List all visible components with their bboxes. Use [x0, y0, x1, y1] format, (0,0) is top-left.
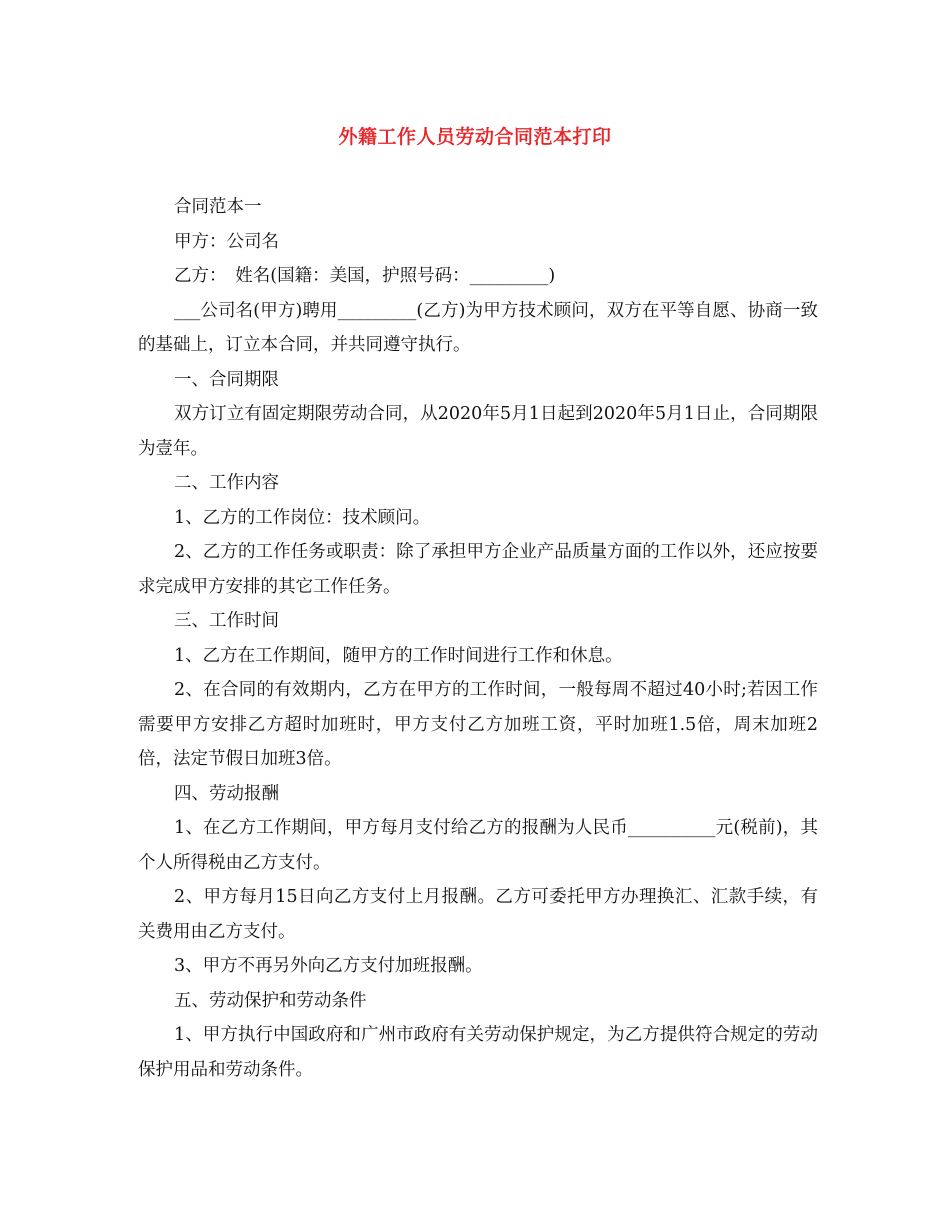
paragraph-work-rest: 1、乙方在工作期间，随甲方的工作时间进行工作和休息。	[174, 645, 623, 666]
section-heading-term: 一、合同期限	[174, 369, 279, 390]
paragraph-party-a: 甲方：公司名	[174, 231, 279, 252]
document-title: 外籍工作人员劳动合同范本打印	[338, 126, 612, 148]
section-heading-work-content: 二、工作内容	[174, 473, 279, 493]
paragraph-salary: 1、在乙方工作期间，甲方每月支付给乙方的报酬为人民币__________元(税前)，其个人所得税由乙方支付。	[138, 818, 818, 873]
section-heading-work-time: 三、工作时间	[174, 611, 279, 631]
paragraph-contract-sample: 合同范本一	[174, 197, 262, 217]
paragraph-labor-protection: 1、甲方执行中国政府和广州市政府有关劳动保护规定，为乙方提供符合规定的劳动保护用品和劳动条件。	[138, 1025, 818, 1080]
section-heading-remuneration: 四、劳动报酬	[174, 783, 279, 804]
section-heading-labor-protection: 五、劳动保护和劳动条件	[174, 990, 367, 1011]
paragraph-employment: ___公司名(甲方)聘用_________(乙方)为甲方技术顾问，双方在平等自愿、协商一致的基础上，订立本合同，并共同遵守执行。	[138, 300, 818, 355]
paragraph-party-b: 乙方： 姓名(国籍：美国，护照号码：_________)	[174, 266, 556, 286]
paragraph-term: 双方订立有固定期限劳动合同，从2020年5月1日起到2020年5月1日止，合同期限为壹年。	[138, 404, 818, 459]
paragraph-job-position: 1、乙方的工作岗位：技术顾问。	[174, 507, 431, 528]
document-body	[138, 190, 818, 1087]
paragraph-overtime: 2、在合同的有效期内，乙方在甲方的工作时间，一般每周不超过40小时;若因工作需要甲方安排乙方超时加班时，甲方支付乙方加班工资，平时加班1.5倍，周末加班2倍，法定节假日加班3倍。	[138, 680, 818, 769]
paragraph-payment-date: 2、甲方每月15日向乙方支付上月报酬。乙方可委托甲方办理换汇、汇款手续，有关费用由乙方支付。	[138, 887, 818, 942]
paragraph-job-duties: 2、乙方的工作任务或职责：除了承担甲方企业产品质量方面的工作以外，还应按要求完成甲方安排的其它工作任务。	[138, 542, 818, 597]
paragraph-no-overtime-pay: 3、甲方不再另外向乙方支付加班报酬。	[174, 956, 483, 976]
